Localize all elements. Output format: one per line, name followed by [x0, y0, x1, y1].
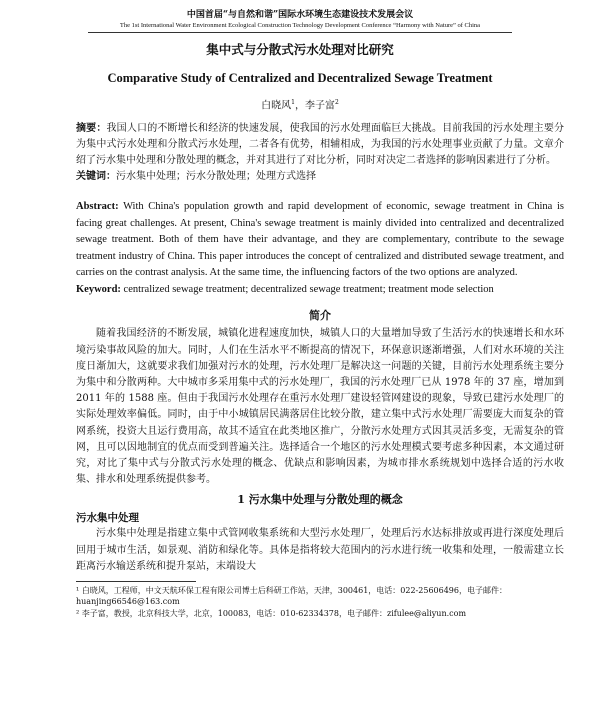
keywords-cn-text: 污水集中处理；污水分散处理；处理方式选择: [116, 171, 316, 183]
author-mark: 1: [291, 99, 295, 106]
footnote-rule: [76, 581, 196, 582]
intro-heading: 简介: [309, 309, 331, 323]
author-name: 李子富: [305, 100, 335, 112]
subsection-paragraph: 污水集中处理是指建立集中式管网收集系统和大型污水处理厂，处理后污水达标排放或再进行深度处理后回用于城市生活，如景观、消防和绿化等。具体是指将较大范围内的污水进行统一收集和处理，一般需建立长距离污水输送系统和提升泵站，末端设大: [76, 528, 564, 572]
paper-title-cn: 集中式与分散式污水处理对比研究: [206, 42, 394, 57]
header-rule: [88, 32, 512, 33]
keywords-en-text: centralized sewage treatment; decentralized sewage treatment; treatment mode selection: [123, 283, 494, 295]
keywords-cn-label: 关键词：: [76, 171, 116, 183]
keywords-en: [76, 282, 564, 299]
conference-title-cn: 中国首届“与自然和谐”国际水环境生态建设技术发展会议: [186, 10, 414, 20]
keywords-en-label: Keyword:: [76, 283, 121, 295]
conference-header: [0, 0, 600, 33]
abstract-en: [76, 199, 564, 282]
author-mark: 2: [335, 99, 339, 106]
footnote-1: ¹ 白晓风，工程师，中文天航环保工程有限公司博士后科研工作站，天津，300461，电话：022-25606496，电子邮件：huanjing66546@163.com: [76, 585, 507, 607]
abstract-cn-label: 摘要：: [76, 123, 107, 135]
abstract-en-label: Abstract:: [76, 201, 119, 213]
keywords-cn: [76, 169, 564, 185]
abstract-en-text: With China's population growth and rapid development of economic, sewage treatment in China is facing great challenges. At present, China's sewage treatment is mainly divided into centralized and decentralized sewage treatment. Both of them have their advantage, and they are complementary, contribute to the sewage treatment industry of China. This paper introduces the concept of centralized and distributed sewage treatment, and carries on the contrast analysis. At the same time, the influencing factors of the two options are analyzed.: [76, 201, 564, 279]
footnote-2: ² 李子富，教授，北京科技大学，北京，100083，电话：010-62334378，电子邮件：zifulee@aliyun.com: [76, 608, 467, 618]
abstract-cn: [76, 121, 564, 169]
footnotes: [76, 585, 564, 620]
conference-title-en: The 1st International Water Environment Ecological Construction Technology Development Conference “Harmony with Nature” of China: [119, 22, 481, 29]
paper-title-en: Comparative Study of Centralized and Decentralized Sewage Treatment: [107, 71, 493, 85]
author-name: 白晓风: [261, 100, 292, 112]
author-line: 白晓风$^1$，李子富$^2$: [261, 99, 339, 112]
intro-paragraph: 随着我国经济的不断发展，城镇化进程速度加快，城镇人口的大量增加导致了生活污水的快速增长和水环境污染事故风险的加大。同时，人们在生活水平不断提高的情况下，环保意识逐渐增强，人们对水环境的关注度日渐加大，这就要求我们加强对污水的处理，污水处理厂是解决这一问题的关键，目前污水处理系统主要分为集中和分散两种。大中城市多采用集中式的污水处理厂，我国的污水处理厂已从 1978 年的 37 座，增加到 2011 年的 1588 座。但由于我国污水处理存在重污水处理厂建设轻管网建设的现象，导致已建污水处理厂的实际处理效率偏低。同时，由于中小城镇居民满落居住比较分散，建立集中式污水处理厂需要庞大而复杂的管网系统，投资大且运行费用高，故其不适宜在此类地区推广，分散污水处理方式因其灵活多变，无需复杂的管网，且可以因地制宜的优点而受到普遍关注。选择适合一个地区的污水处理模式要考虑多种因素，本文通过研究，对比了集中式与分散式污水处理的概念、优缺点和影响因素，为城市排水系统规划中选择合适的污水收集、排水和处理系统提供参考。: [76, 328, 564, 486]
abstract-cn-text: 我国人口的不断增长和经济的快速发展，使我国的污水处理面临巨大挑战。目前我国的污水处理主要分为集中式污水处理和分散式污水处理，二者各有优势，相辅相成，为我国的污水处理事业贡献了力量。文章介绍了污水集中处理和分散处理的概念，并对其进行了对比分析，同时对决定二者选择的影响因素进行了分析。: [76, 123, 565, 167]
subsection-heading: 污水集中处理: [76, 512, 139, 525]
section-1-heading: 1 污水集中处理与分散处理的概念: [237, 493, 403, 507]
